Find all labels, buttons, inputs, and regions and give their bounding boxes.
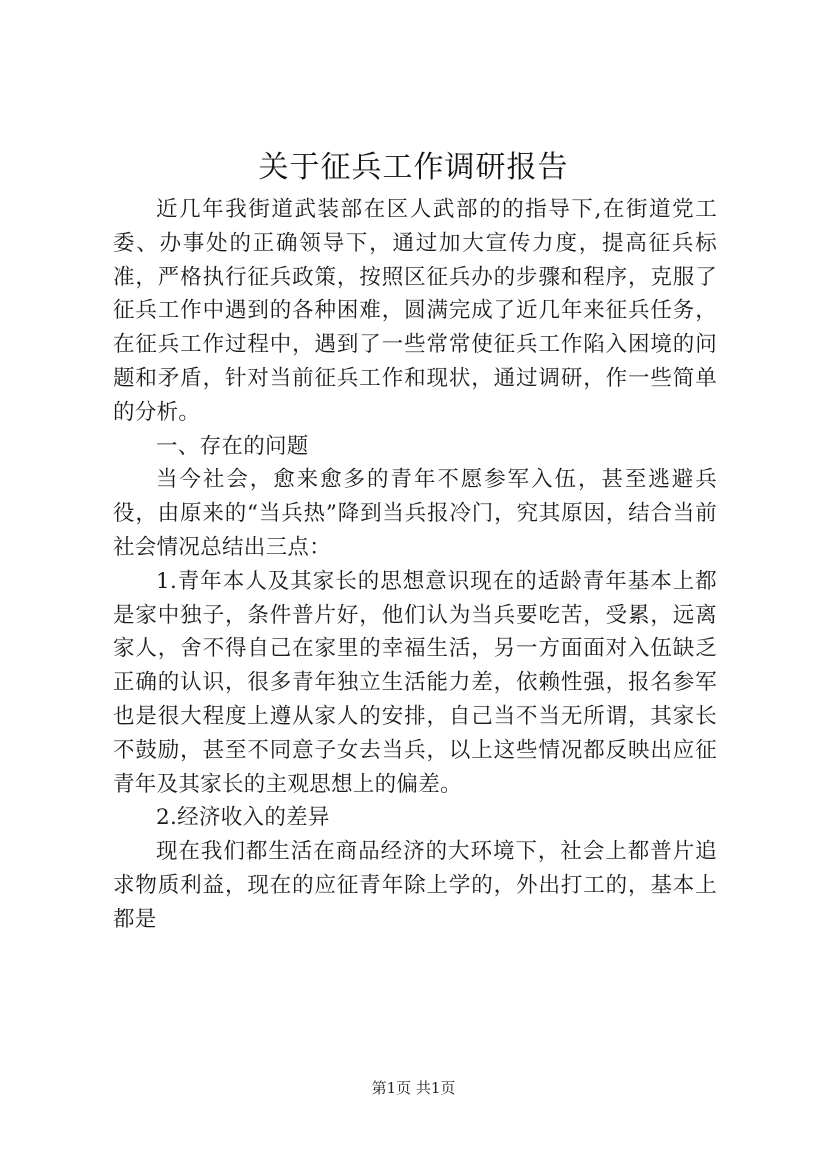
paragraph-intro: 近几年我街道武装部在区人武部的的指导下,在街道党工委、办事处的正确领导下，通过加大宣传力度，提高征兵标准，严格执行征兵政策，按照区征兵办的步骤和程序，克服了征兵工作中遇到的各种困难，圆满完成了近几年来征兵任务，在征兵工作过程中，遇到了一些常常使征兵工作陷入困境的问题和矛盾，针对当前征兵工作和现状，通过调研，作一些简单的分析。 [113, 197, 717, 425]
document-title: 关于征兵工作调研报告 [258, 150, 569, 185]
subheading-point-2: 2.经济收入的差异 [156, 805, 330, 831]
section-heading-problems: 一、存在的问题 [156, 433, 309, 459]
page-footer: 第1页 共1页 [371, 1079, 456, 1097]
paragraph-point-1: 1.青年本人及其家长的思想意识现在的适龄青年基本上都是家中独子，条件普片好，他们认为当兵要吃苦，受累，远离家人，舍不得自己在家里的幸福生活，另一方面面对入伍缺乏正确的认识，很多青年独立生活能力差，依赖性强，报名参军也是很大程度上遵从家人的安排，自己当不当无所谓，其家长不鼓励，甚至不同意子女去当兵，以上这些情况都反映出应征青年及其家长的主观思想上的偏差。 [113, 568, 717, 797]
paragraph-point-2: 现在我们都生活在商品经济的大环境下，社会上都普片追求物质利益，现在的应征青年除上学的，外出打工的，基本上都是 [113, 839, 717, 932]
document-body [113, 193, 717, 937]
paragraph-problems-summary: 当今社会，愈来愈多的青年不愿参军入伍，甚至逃避兵役，由原来的“当兵热”降到当兵报冷门，究其原因，结合当前社会情况总结出三点： [113, 467, 717, 560]
